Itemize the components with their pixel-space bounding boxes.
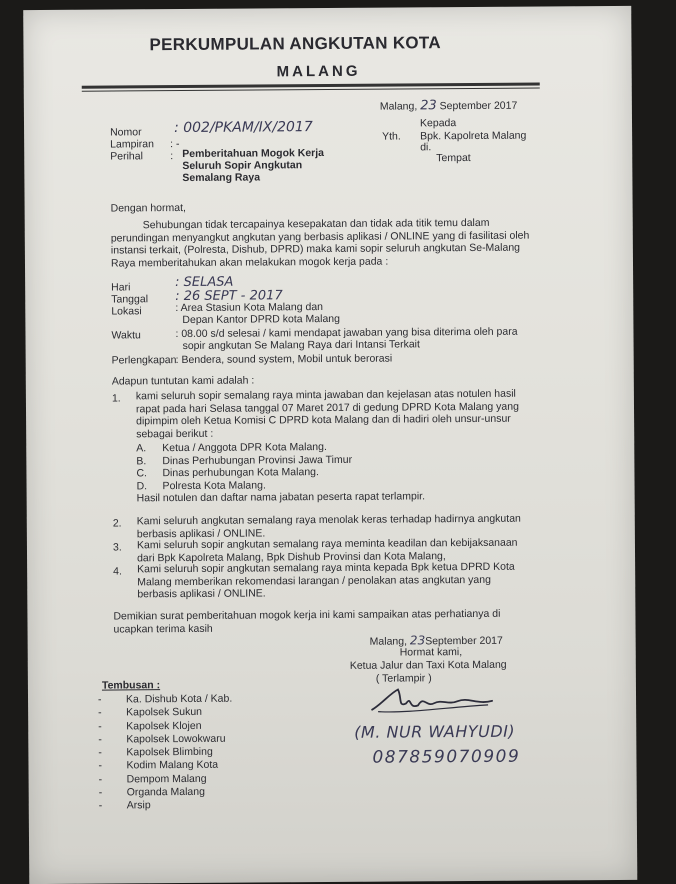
perihal-label: Perihal bbox=[110, 150, 143, 163]
perlengkapan-label: Perlengkapan bbox=[111, 354, 177, 367]
tembusan-item: - Arsip bbox=[98, 799, 151, 812]
signer-phone-handwritten: 087859070909 bbox=[372, 746, 521, 768]
perlengkapan-value: : Bendera, sound system, Mobil untuk berorasi bbox=[175, 352, 393, 367]
signature-scribble bbox=[368, 683, 518, 724]
tembusan-item: - Kodim Malang Kota bbox=[98, 759, 219, 773]
sign-terlampir: ( Terlampir ) bbox=[375, 672, 432, 685]
demand-number-1: 1. bbox=[111, 392, 121, 405]
tembusan-item: - Dempom Malang bbox=[98, 772, 207, 786]
org-city: MALANG bbox=[276, 62, 361, 81]
recipient-yth: Yth. bbox=[382, 130, 401, 143]
demand-number-3: 3. bbox=[112, 541, 122, 554]
demand-item-4: Kami seluruh sopir angkutan semalang raya minta kepada Bpk ketua DPRD Kota Malang memberikan rekomendasi larangan / penolakan atas angkutan yang berbasis aplikasi / ONLINE. bbox=[137, 560, 515, 601]
perihal-block: Pemberitahuan Mogok Kerja Seluruh Sopir Angkutan Semalang Raya bbox=[182, 147, 325, 184]
tanggal-label: Tanggal bbox=[111, 293, 149, 306]
tembusan-list bbox=[98, 693, 233, 814]
recipient-kepada: Kepada bbox=[419, 117, 457, 130]
tanggal-value-handwritten: : 26 SEPT - 2017 bbox=[175, 288, 283, 305]
closing-paragraph: Demikian surat pemberitahuan mogok kerja ini kami sampaikan atas perhatianya di ucapkan terima kasih bbox=[113, 607, 501, 635]
demand-1-sub-list bbox=[136, 440, 425, 505]
tembusan-item: - Kapolsek Blimbing bbox=[98, 745, 213, 759]
sign-role: Ketua Jalur dan Taxi Kota Malang bbox=[349, 658, 507, 672]
sub-note: Hasil notulen dan daftar nama jabatan peserta rapat terlampir. bbox=[136, 490, 426, 505]
lokasi-label: Lokasi bbox=[111, 305, 142, 318]
tembusan-item: - Kapolsek Sukun bbox=[98, 706, 203, 719]
sub-item-c: C. Dinas perhubungan Kota Malang. bbox=[136, 466, 319, 480]
org-name: PERKUMPULAN ANGKUTAN KOTA bbox=[149, 33, 441, 55]
demand-item-2: Kami seluruh angkutan semalang raya menolak keras terhadap hadirnya angkutan berbasis aplikasi / ONLINE. bbox=[136, 512, 521, 540]
lokasi-value: : Area Stasiun Kota Malang dan Depan Kantor DPRD kota Malang bbox=[175, 301, 341, 327]
letter-date: Malang, 23 September 2017 bbox=[379, 98, 518, 114]
hormat-kami: Hormat kami, bbox=[399, 646, 463, 659]
sub-item-a: A. Ketua / Anggota DPR Kota Malang. bbox=[136, 440, 327, 455]
demand-item-1: kami seluruh sopir semalang raya minta jawaban dan kejelasan atas notulen hasil rapat pada hari Selasa tanggal 07 Maret 2017 di gedung DPRD Kota Malang yang dipimpim oleh Ketua Komisi C DPRD kota Malang dan di hadiri oleh unsur-unsur sebagai berikut : bbox=[135, 387, 519, 440]
greeting: Dengan hormat, bbox=[110, 201, 186, 215]
demand-number-2: 2. bbox=[112, 517, 122, 530]
lampiran-value: : - bbox=[170, 138, 180, 151]
recipient-name: Bpk. Kapolreta Malang bbox=[420, 129, 527, 143]
tembusan-item: - Ka. Dishub Kota / Kab. bbox=[97, 692, 233, 706]
date-day-handwritten: 23 bbox=[420, 98, 437, 114]
sub-item-d: D. Polresta Kota Malang. bbox=[136, 478, 266, 492]
recipient-di: di. bbox=[420, 141, 432, 154]
tembusan-item: - Kapolsek Klojen bbox=[98, 719, 202, 733]
demand-number-4: 4. bbox=[113, 565, 122, 578]
perihal-colon: : bbox=[170, 150, 174, 163]
sub-item-b: B. Dinas Perhubungan Provinsi Jawa Timur bbox=[136, 453, 353, 467]
sign-date-day-handwritten: 23 bbox=[409, 633, 426, 648]
lampiran-label: Lampiran bbox=[110, 138, 154, 151]
demands-intro: Adapun tuntutan kami adalah : bbox=[111, 374, 255, 388]
tembusan-item: - Organda Malang bbox=[98, 785, 205, 799]
signer-name-handwritten: (M. NUR WAHYUDI) bbox=[354, 721, 516, 742]
recipient-tempat: Tempat bbox=[436, 151, 471, 165]
intro-paragraph: Sehubungan tidak tercapainya kesepakatan dan tidak ada titik temu dalam perundingan menyangkut angkutan yang berbasis aplikasi / ONLINE yang di fasilitasi oleh instansi terkait, (Polresta, Dishub, DPRD) maka kami sopir seluruh angkutan Se-Malang Raya memberitahukan akan melakukan mogok kerja pada : bbox=[110, 216, 530, 269]
waktu-value: : 08.00 s/d selesai / kami mendapat jawaban yang bisa diterima oleh para sopir angkutan Se Malang Raya dari Intansi Terkait bbox=[175, 325, 518, 352]
hari-label: Hari bbox=[111, 281, 131, 294]
letter-paper bbox=[23, 6, 637, 884]
tembusan-title: Tembusan : bbox=[101, 679, 161, 692]
nomor-value-handwritten: : 002/PKAM/IX/2017 bbox=[173, 119, 313, 137]
waktu-label: Waktu bbox=[111, 329, 141, 342]
demand-item-3: Kami seluruh sopir angkutan semalang raya meminta keadilan dan kebijaksanaan dari Bpk Kapolreta Malang, Bpk Dishub Provinsi dan Kota Malang, bbox=[136, 536, 518, 564]
sign-date: Malang, 23September 2017 bbox=[369, 633, 503, 648]
hari-value-handwritten: : SELASA bbox=[175, 274, 234, 291]
nomor-label: Nomor bbox=[110, 126, 142, 139]
tembusan-item: - Kapolsek Lowokwaru bbox=[98, 732, 226, 746]
